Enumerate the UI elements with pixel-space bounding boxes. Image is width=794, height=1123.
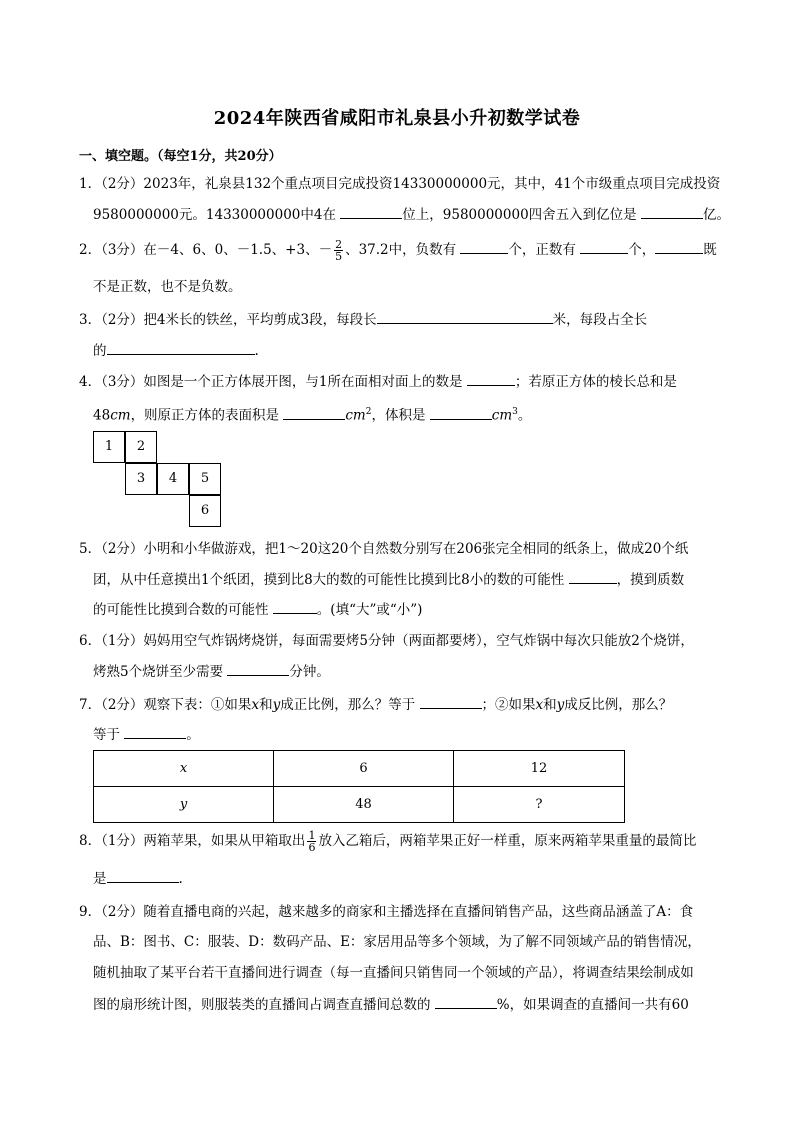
answer-blank[interactable]	[283, 405, 345, 420]
cube-net-figure	[93, 431, 233, 531]
q7-line-1: 7．（2分）观察下表：①如果x和y成正比例，那么？等于 ；②如果x和y成反比例，那么？	[79, 694, 672, 715]
answer-blank[interactable]	[655, 239, 703, 254]
q1-line-1: 1．（2分）2023年，礼泉县132个重点项目完成投资14330000000元，其中，41个市级重点项目完成投资	[79, 176, 721, 192]
q2-line-1: 2．（3分）在－4、6、0、－1.5、+3、－ $\frac{2}{5}$ 、37.2中，负数有 个，正数有 个， 既	[79, 238, 717, 263]
q8-line-2: 是 .	[93, 868, 183, 889]
q3-line-1: 3．（2分）把4米长的铁丝，平均剪成3段，每段长 米，每段占全长	[79, 309, 647, 330]
answer-blank[interactable]	[420, 694, 482, 709]
q4-line-1: 4．（3分）如图是一个正方体展开图，与1所在面相对面上的数是 ；若原正方体的棱长总和是	[79, 371, 677, 392]
q9-line-1: 9．（2分）随着直播电商的兴起，越来越多的商家和主播选择在直播间销售产品，这些商品涵盖了A：食	[79, 904, 694, 920]
table-cell: y	[94, 787, 274, 823]
q3-line-2: 的 .	[93, 340, 259, 361]
cube-net-cell: 2	[125, 431, 157, 463]
answer-blank[interactable]	[460, 239, 508, 254]
cube-net-cell: 5	[189, 463, 221, 495]
q5-line-3: 的可能性比摸到合数的可能性 。(填“大”或“小”)	[93, 599, 422, 620]
q7-line-2: 等于 。	[93, 724, 200, 745]
q9-line-3: 随机抽取了某平台若干直播间进行调查（每一直播间只销售同一个领域的产品），将调查结果绘制成如	[93, 965, 694, 981]
cube-net-cell: 3	[125, 463, 157, 495]
answer-blank[interactable]	[569, 569, 617, 584]
q9-line-4: 图的扇形统计图，则服装类的直播间占调查直播间总数的 %，如果调查的直播间一共有60	[93, 994, 689, 1015]
page-title: 2024年陕西省咸阳市礼泉县小升初数学试卷	[213, 108, 581, 129]
cube-net-cell: 1	[93, 431, 125, 463]
q2-line-2: 不是正数，也不是负数。	[93, 279, 242, 295]
proportion-table	[93, 750, 625, 823]
answer-blank[interactable]	[580, 239, 628, 254]
table-cell: 48	[274, 787, 454, 823]
answer-blank[interactable]	[467, 371, 515, 386]
table-row	[94, 787, 625, 823]
table-cell: 6	[274, 751, 454, 787]
answer-blank[interactable]	[377, 309, 553, 324]
q8-line-1: 8．（1分）两箱苹果，如果从甲箱取出 $\frac{1}{6}$ 放入乙箱后，两箱苹果正好一样重，原来两箱苹果重量的最简比	[79, 829, 697, 854]
q5-line-2: 团，从中任意摸出1个纸团，摸到比8大的数的可能性比摸到比8小的数的可能性 ，摸到质数	[93, 569, 684, 590]
section-heading: 一、填空题。（每空1分，共20分）	[79, 149, 282, 164]
answer-blank[interactable]	[430, 405, 492, 420]
table-cell: x	[94, 751, 274, 787]
table-cell: ?	[454, 787, 625, 823]
answer-blank[interactable]	[124, 724, 186, 739]
answer-blank[interactable]	[641, 204, 703, 219]
q4-line-2: 48cm，则原正方体的表面积是 $cm^2$，体积是 $cm^3$。	[93, 402, 531, 426]
q6-line-1: 6．（1分）妈妈用空气炸锅烤烧饼，每面需要烤5分钟（两面都要烤），空气炸锅中每次只能放2个烧饼，	[79, 633, 694, 649]
answer-blank[interactable]	[227, 661, 289, 676]
answer-blank[interactable]	[107, 868, 179, 883]
answer-blank[interactable]	[435, 994, 497, 1009]
q9-line-2: 品、B：图书、C：服装、D：数码产品、E：家居用品等多个领域，为了解不同领域产品的销售情况，	[93, 934, 701, 950]
q5-line-1: 5．（2分）小明和小华做游戏，把1～20这20个自然数分别写在206张完全相同的纸条上，做成20个纸	[79, 541, 689, 557]
table-row	[94, 751, 625, 787]
fraction-1-6: $\frac{1}{6}$	[308, 829, 316, 854]
answer-blank[interactable]	[340, 204, 402, 219]
cube-net-cell: 4	[157, 463, 189, 495]
cube-net-cell: 6	[189, 495, 221, 527]
answer-blank[interactable]	[273, 599, 317, 614]
table-cell: 12	[454, 751, 625, 787]
q1-line-2: 9580000000元。14330000000中4在 位上，9580000000四舍五入到亿位是 亿。	[93, 204, 730, 225]
fraction-2-5: $\frac{2}{5}$	[335, 238, 343, 263]
answer-blank[interactable]	[107, 340, 255, 355]
q6-line-2: 烤熟5个烧饼至少需要 分钟。	[93, 661, 330, 682]
